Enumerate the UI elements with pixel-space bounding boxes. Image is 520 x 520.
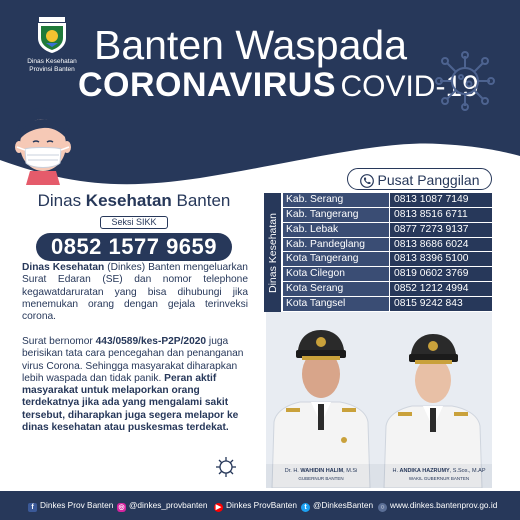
footer-website-text: www.dinkes.bantenprov.go.id	[390, 500, 498, 510]
area-phone[interactable]: 0852 1212 4994	[389, 282, 492, 297]
paragraph-2-text-a: Surat bernomor	[22, 336, 96, 347]
footer-bar	[0, 491, 520, 520]
contact-title-prefix: Dinas	[37, 191, 86, 210]
logo-caption-1: Dinas Kesehatan	[27, 58, 77, 65]
area-name: Kota Serang	[283, 282, 389, 297]
contact-block	[14, 190, 254, 261]
footer-instagram[interactable]	[117, 500, 208, 512]
area-phone[interactable]: 0813 1087 7149	[389, 193, 492, 208]
phone-icon	[360, 174, 374, 188]
footer-youtube[interactable]	[214, 500, 297, 512]
area-name: Kab. Lebak	[283, 223, 389, 238]
contact-title-suffix: Banten	[171, 191, 231, 210]
title-covid19: COVID-19	[340, 70, 479, 103]
official-1-prefix: Dr. H.	[284, 468, 301, 474]
area-phone[interactable]: 0877 7273 9137	[389, 223, 492, 238]
area-name: Kab. Pandeglang	[283, 238, 389, 253]
area-phone[interactable]: 0813 8516 6711	[389, 208, 492, 223]
letter-number: 443/0589/kes-P2P/2020	[95, 336, 207, 347]
official-1-name: WAHIDIN HALIM	[300, 468, 344, 474]
table-side-label	[264, 193, 281, 312]
call-center-row	[283, 267, 492, 282]
call-center-rows	[283, 193, 492, 312]
hotline-number[interactable]: 0852 1577 9659	[36, 233, 232, 261]
call-center-row	[283, 208, 492, 223]
call-center-title-text: Pusat Panggilan	[377, 172, 480, 188]
official-2-name: ANDIKA HAZRUMY	[399, 468, 450, 474]
small-virus-icon	[214, 455, 238, 479]
call-center-title	[347, 168, 492, 190]
title-coronavirus-bold: CORONAVIRUS	[78, 66, 336, 104]
area-phone[interactable]: 0819 0602 3769	[389, 267, 492, 282]
call-center-row	[283, 282, 492, 297]
paragraph-2-text-b: juga berisikan tata cara pencegahan dan penanganan virus Corona. Sehingga masyarakat diharapkan lebih waspada dan tidak panik.	[22, 336, 244, 384]
area-name: Kota Tangsel	[283, 297, 389, 312]
virus-icon	[434, 50, 496, 112]
logo-caption-2: Provinsi Banten	[29, 66, 75, 73]
area-phone[interactable]: 0815 9242 843	[389, 297, 492, 312]
official-2-prefix: H.	[392, 468, 400, 474]
official-1-suffix: , M.Si	[343, 468, 358, 474]
paragraph-1-text: (Dinkes) Banten mengeluarkan Surat Edaran (SE) dan nomor telephone kegawatdaruratan yang bisa dihubungi jika menemukan orang dengan gejala terinveksi corona.	[22, 262, 248, 323]
paragraph-2	[22, 336, 248, 434]
call-center-table	[264, 193, 492, 312]
paragraph-1	[22, 262, 248, 323]
paragraph-1-bold: Dinas Kesehatan	[22, 262, 105, 273]
area-name: Kota Tangerang	[283, 252, 389, 267]
footer-youtube-text: Dinkes ProvBanten	[226, 500, 298, 510]
footer-website[interactable]	[378, 500, 497, 512]
official-2-suffix: , S.Sos., M.AP	[449, 468, 486, 474]
provincial-seal-icon	[35, 16, 69, 54]
call-center-row	[283, 223, 492, 238]
masked-face-icon	[12, 105, 74, 185]
call-center-row	[283, 193, 492, 208]
contact-title	[14, 190, 254, 212]
footer-facebook[interactable]	[28, 500, 113, 512]
title-coronavirus	[78, 66, 479, 111]
official-2-role: WAKIL GUBERNUR BANTEN	[408, 476, 470, 481]
section-label: Seksi SIKK	[100, 216, 167, 229]
twitter-icon: t	[301, 503, 310, 512]
footer-twitter[interactable]	[301, 500, 373, 512]
facebook-icon: f	[28, 503, 37, 512]
footer-instagram-text: @dinkes_provbanten	[129, 500, 208, 510]
area-name: Kota Cilegon	[283, 267, 389, 282]
officials-photo	[266, 312, 492, 488]
instagram-icon: ◎	[118, 504, 125, 511]
area-phone[interactable]: 0813 8396 5100	[389, 252, 492, 267]
title-banten-waspada: Banten Waspada	[93, 22, 408, 68]
area-name: Kab. Serang	[283, 193, 389, 208]
area-name: Kab. Tangerang	[283, 208, 389, 223]
official-1-role: GUBERNUR BANTEN	[298, 476, 344, 481]
official-2-caption	[384, 468, 494, 482]
footer-twitter-text: @DinkesBanten	[313, 500, 374, 510]
official-1-caption	[276, 468, 366, 482]
table-side-label-text: Dinas Kesehatan	[266, 212, 279, 293]
call-center-row	[283, 252, 492, 267]
area-phone[interactable]: 0813 8686 6024	[389, 238, 492, 253]
officials-portrait-icon	[266, 312, 492, 488]
call-center-row	[283, 238, 492, 253]
youtube-icon: ▶	[215, 504, 222, 511]
globe-icon: ○	[378, 503, 387, 512]
banten-logo	[22, 16, 82, 74]
contact-title-bold: Kesehatan	[85, 191, 172, 210]
paragraph-2-bold: Peran aktif masyarakat untuk melaporkan orang terdekatnya jika ada yang mengalami sakit tersebut, diharapkan juga segera melapor ke dinas kesehatan atau puskesmas terdekat.	[22, 372, 239, 434]
call-center-row	[283, 297, 492, 312]
footer-facebook-text: Dinkes Prov Banten	[40, 500, 114, 510]
